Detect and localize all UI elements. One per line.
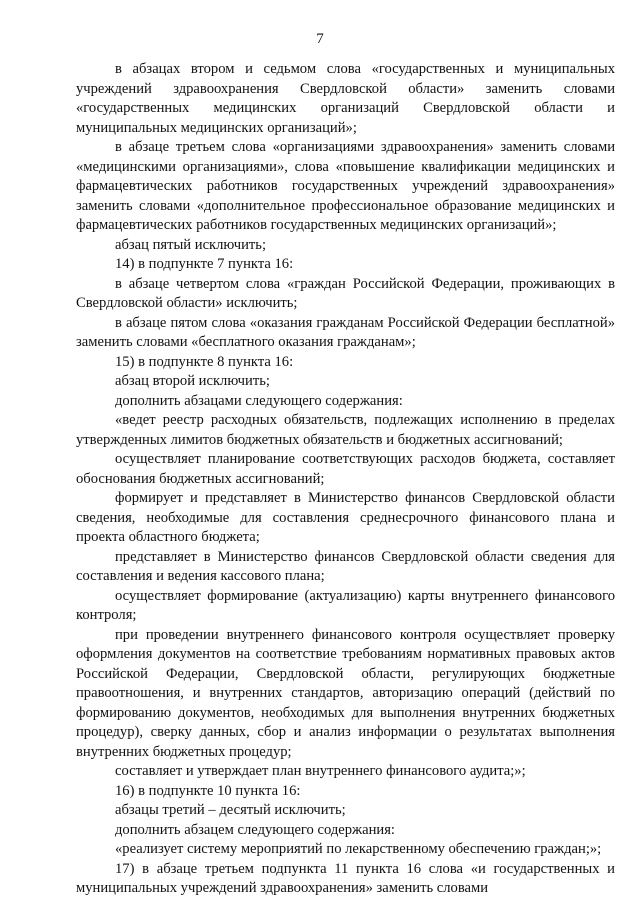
- paragraph: «ведет реестр расходных обязательств, подлежащих исполнению в пределах утвержденных лимитов бюджетных обязательств и бюджетных ассигнований;: [76, 412, 615, 448]
- paragraph: в абзаце четвертом слова «граждан Российской Федерации, проживающих в Свердловской области» исключить;: [76, 275, 615, 311]
- paragraph: абзац пятый исключить;: [115, 236, 267, 253]
- paragraph: 14) в подпункте 7 пункта 16:: [115, 256, 294, 272]
- paragraph: абзац второй исключить;: [115, 373, 270, 389]
- paragraph: осуществляет планирование соответствующих расходов бюджета, составляет обоснования бюджетных ассигнований;: [76, 451, 615, 487]
- paragraph: при проведении внутреннего финансового контроля осуществляет проверку оформления документов на соответствие требованиям нормативных правовых актов Российской Федерации, Свердловской области, регулирующих бюджетные правоотношения, и внутренних стандартов, авторизацию операций (действий по формированию документов, необходимых для выполнения внутренних бюджетных процедур), сверку данных, сбор и анализ информации о результатах выполнения внутренних бюджетных процедур;: [76, 626, 615, 760]
- paragraph: в абзацах втором и седьмом слова «государственных и муниципальных учреждений здравоохранения Свердловской области» заменить словами «государственных медицинских организаций Свердловской области и муниципальных медицинских организаций»;: [76, 61, 615, 136]
- paragraph: дополнить абзацами следующего содержания:: [115, 392, 403, 409]
- paragraph: дополнить абзацем следующего содержания:: [115, 821, 395, 838]
- paragraph: формирует и представляет в Министерство финансов Свердловской области сведения, необходимые для составления среднесрочного финансового плана и проекта областного бюджета;: [76, 490, 615, 545]
- document-body: [76, 60, 615, 899]
- paragraph: в абзаце пятом слова «оказания гражданам Российской Федерации бесплатной» заменить словами «бесплатного оказания гражданам»;: [76, 314, 615, 350]
- paragraph: 17) в абзаце третьем подпункта 11 пункта 16 слова «и государственных и муниципальных учреждений здравоохранения» заменить словами: [76, 860, 615, 896]
- paragraph: представляет в Министерство финансов Свердловской области сведения для составления и ведения кассового плана;: [76, 548, 615, 584]
- paragraph: 16) в подпункте 10 пункта 16:: [115, 782, 301, 799]
- paragraph: в абзаце третьем слова «организациями здравоохранения» заменить словами «медицинскими организациями», слова «повышение квалификации медицинских и фармацевтических работников государственных учреждений здравоохранения» заменить словами «дополнительное профессиональное образование медицинских и фармацевтических работников государственных медицинских организаций»;: [76, 139, 615, 233]
- paragraph: составляет и утверждает план внутреннего финансового аудита;»;: [115, 763, 526, 779]
- paragraph: «реализует систему мероприятий по лекарственному обеспечению граждан;»;: [115, 841, 602, 857]
- paragraph: абзацы третий – десятый исключить;: [115, 802, 346, 818]
- paragraph: осуществляет формирование (актуализацию) карты внутреннего финансового контроля;: [76, 587, 615, 623]
- page-number: 7: [316, 31, 324, 47]
- paragraph: 15) в подпункте 8 пункта 16:: [115, 353, 294, 370]
